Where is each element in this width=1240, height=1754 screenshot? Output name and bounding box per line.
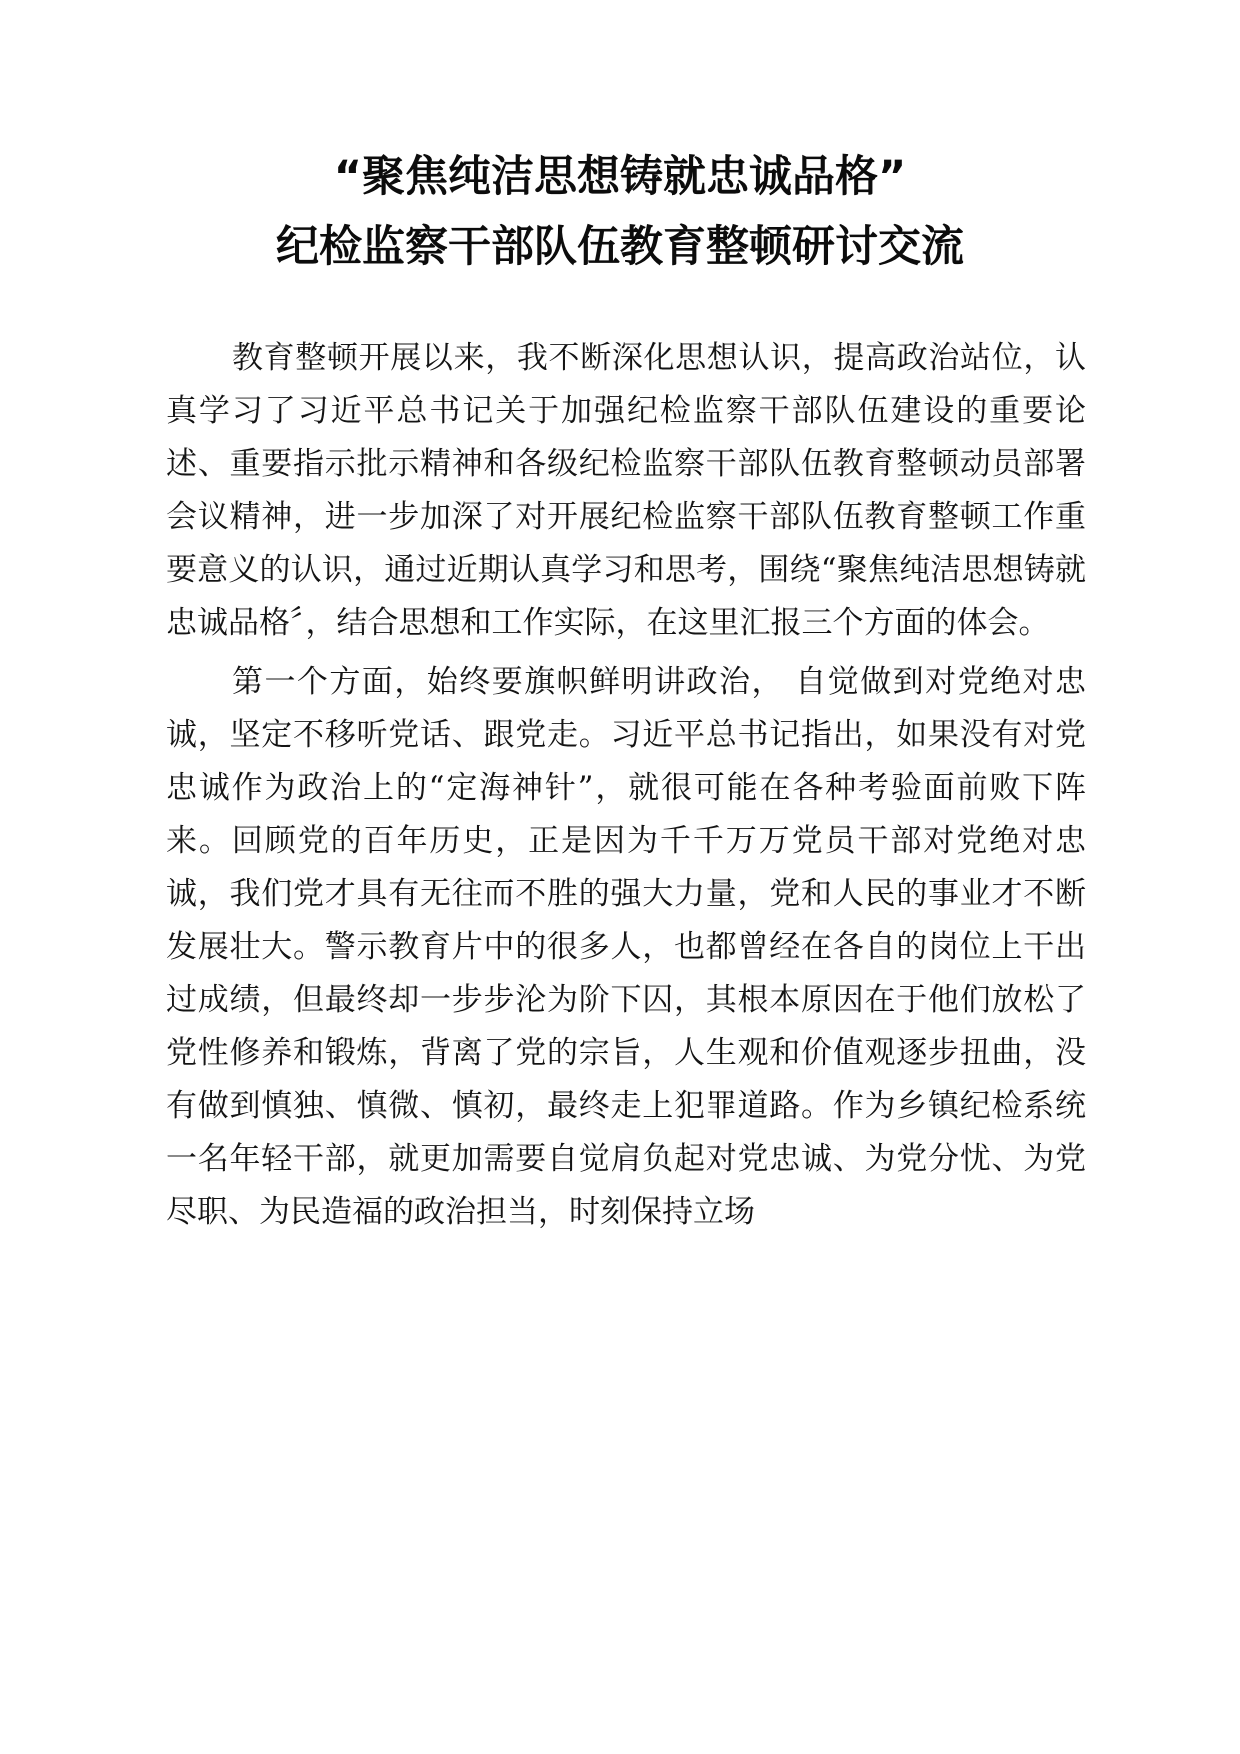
paragraph-1: 教育整顿开展以来，我不断深化思想认识，提高政治站位，认真学习了习近平总书记关于加强纪检监察干部队伍建设的重要论述、重要指示批示精神和各级纪检监察干部队伍教育整顿动员部署会议精神，进一步加深了对开展纪检监察干部队伍教育整顿工作重要意义的认识，通过近期认真学习和思考，围绕“聚焦纯洁思想铸就忠诚品格〞，结合思想和工作实际，在这里汇报三个方面的体会。	[166, 340, 1086, 641]
paragraph-2: 第一个方面，始终要旗帜鲜明讲政治， 自觉做到对党绝对忠诚，坚定不移听党话、跟党走。习近平总书记指出，如果没有对党忠诚作为政治上的“定海神针”，就很可能在各种考验面前败下阵来。回顾党的百年历史，正是因为千千万万党员干部对党绝对忠诚，我们党才具有无往而不胜的强大力量，党和人民的事业才不断发展壮大。警示教育片中的很多人，也都曾经在各自的岗位上干出过成绩，但最终却一步步沦为阶下囚，其根本原因在于他们放松了党性修养和锻炼，背离了党的宗旨，人生观和价值观逐步扭曲，没有做到慎独、慎微、慎初，最终走上犯罪道路。作为乡镇纪检系统一名年轻干部，就更加需要自觉肩负起对党忠诚、为党分忧、为党尽职、为民造福的政治担当，时刻保持立场	[166, 664, 1086, 1230]
title-line-1: “聚焦纯洁思想铸就忠诚品格”	[333, 152, 907, 202]
title-line-2: 纪检监察干部队伍教育整顿研讨交流	[276, 222, 964, 272]
document-body	[166, 332, 1086, 1245]
document-title	[0, 142, 1240, 282]
